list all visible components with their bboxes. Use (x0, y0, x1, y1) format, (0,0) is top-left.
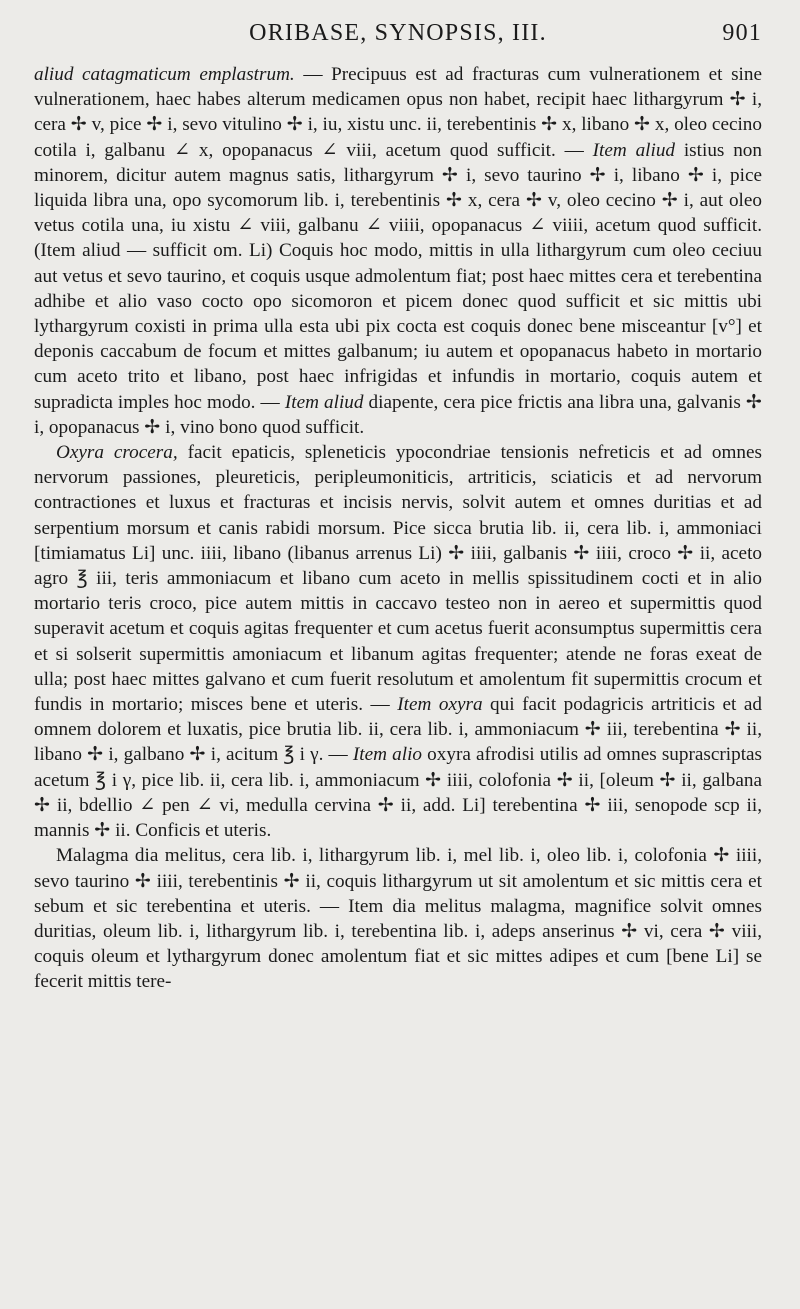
recipe-label: Item aliud (284, 391, 364, 413)
recipe-label: Item oxyra (397, 694, 483, 716)
running-header (34, 18, 762, 62)
paragraph-text: diapente, cera pice frictis ana libra una, galvanis ✢ i, opopanacus ✢ i, vino bono quod sufficit. (34, 391, 762, 438)
paragraph-text: oxyra afrodisi utilis ad omnes suprascriptas acetum ℥ i γ, pice lib. ii, cera lib. i, ammoniacum ✢ iiii, colofonia ✢ ii, [oleum ✢ ii, galbana ✢ ii, bdellio ∠ pen ∠ vi, medulla cervina ✢ ii, add. Li] terebentina ✢ iii, senopode scp ii, mannis ✢ ii. Conficis et uteris. (34, 744, 763, 842)
paragraph-intro: aliud catagmaticum emplastrum. (34, 64, 295, 85)
paragraph-malagma (34, 843, 762, 994)
paragraph-text: istius non minorem, dicitur autem magnus satis, lithargyrum ✢ i, sevo taurino ✢ i, libano ✢ i, pice liquida libra una, opo sycomorum lib. i, terebentinis ✢ x, cera ✢ v, oleo cecino ✢ i, aut oleo vetus cotila una, iu xistu ∠ viii, galbanu ∠ viiii, opopanacus ∠ viiii, acetum quod sufficit. (Item aliud — sufficit om. Li) Coquis hoc modo, mittis in ulla lithargyrum cum oleo ceciuu aut vetus et sevo taurino, et coquis usque admolentum fiat; post haec mittes cera et terebentina adhibe et alio vaso cocto opo sicomoron et picem donec quod sufficit et sic mittis ubi lythargyrum coxisti in prima ulla esta ubi pix cocta est coquis donec bene misceantur [v°] et deponis caccabum de focum et mittes galbanum; iu autem et opopanacus habeto in mortario cum aceto trito et libano, post haec infrigidas et infundis in mortario, coquis autem et supradicta imples hoc modo. — (34, 139, 762, 413)
paragraph-text: — Precipuus est ad fracturas cum vulnerationem et sine vulnerationem, haec habes alterum medicamen opus non habet, recipit haec lithargyrum ✢ i, cera ✢ v, pice ✢ i, sevo vitulino ✢ i, iu, xistu unc. ii, terebentinis ✢ x, libano ✢ x, oleo cecino cotila i, galbanu ∠ x, opopanacus ∠ viii, acetum quod sufficit. — (34, 64, 762, 161)
recipe-label: Item aliud (592, 139, 676, 161)
paragraph-intro: Oxyra crocera, (56, 442, 178, 464)
paragraph-text: Malagma dia melitus, cera lib. i, lithargyrum lib. i, mel lib. i, oleo lib. i, colofonia ✢ iiii, sevo taurino ✢ iiii, terebentinis ✢ ii, coquis lithargyrum ut sit amolentum et sic mittis cera et sebum et sic terebentina et uteris. — Item dia melitus malagma, magnifice solvit omnes duritias, oleum lib. i, lithargyrum lib. i, terebentina lib. i, adeps anserinus ✢ vi, cera ✢ viii, coquis oleum et lythargyrum donec amolentum fiat et sic mittes adipes et cum [bene Li] se fecerit mittis tere- (34, 845, 762, 993)
page-number: 901 (722, 20, 762, 46)
recipe-label: Item alio (352, 744, 423, 766)
text-body (34, 62, 762, 995)
running-title: ORIBASE, SYNOPSIS, III. (249, 20, 547, 46)
paragraph-catagmaticum (34, 62, 762, 440)
paragraph-text: facit epaticis, spleneticis ypocondriae tensionis nefreticis et ad omnes nervorum passiones, pleureticis, peripleumoniticis, artriticis, sciaticis et ad nervorum contractiones et luxus et fracturas et incisis nervis, solvit autem et omnes duritias et ad serpentium morsum et canis rabidi morsum. Pice sicca brutia lib. ii, cera lib. i, ammoniaci [timiamatus Li] unc. iiii, libano (libanus arrenus Li) ✢ iiii, galbanis ✢ iiii, croco ✢ ii, aceto agro ℥ iii, teris ammoniacum et libano cum aceto in mellis spissitudinem cocti et in alio mortario teris croco, pice autem mittis in caccavo testeo non in aereo et supermittis quod superavit acetum et coquis agitas frequenter et cum acetus fuerit aconsumptus supermittis cera et si solserit supermittis amoniacum et libanum agitas frequenter; atende ne foras exeat de ulla; post haec mittes galvano et cum fuerit resolutum et amolentum fit supermittis crocum et fundis in mortario; misces bene et uteris. — (34, 442, 762, 716)
paragraph-oxyra-crocera (34, 440, 762, 843)
paragraph-text: qui facit podagricis artriticis et ad omnem dolorem et luxatis, pice brutia lib. ii, cera lib. i, ammoniacum ✢ iii, terebentina ✢ ii, libano ✢ i, galbano ✢ i, acitum ℥ i γ. — (34, 694, 763, 766)
